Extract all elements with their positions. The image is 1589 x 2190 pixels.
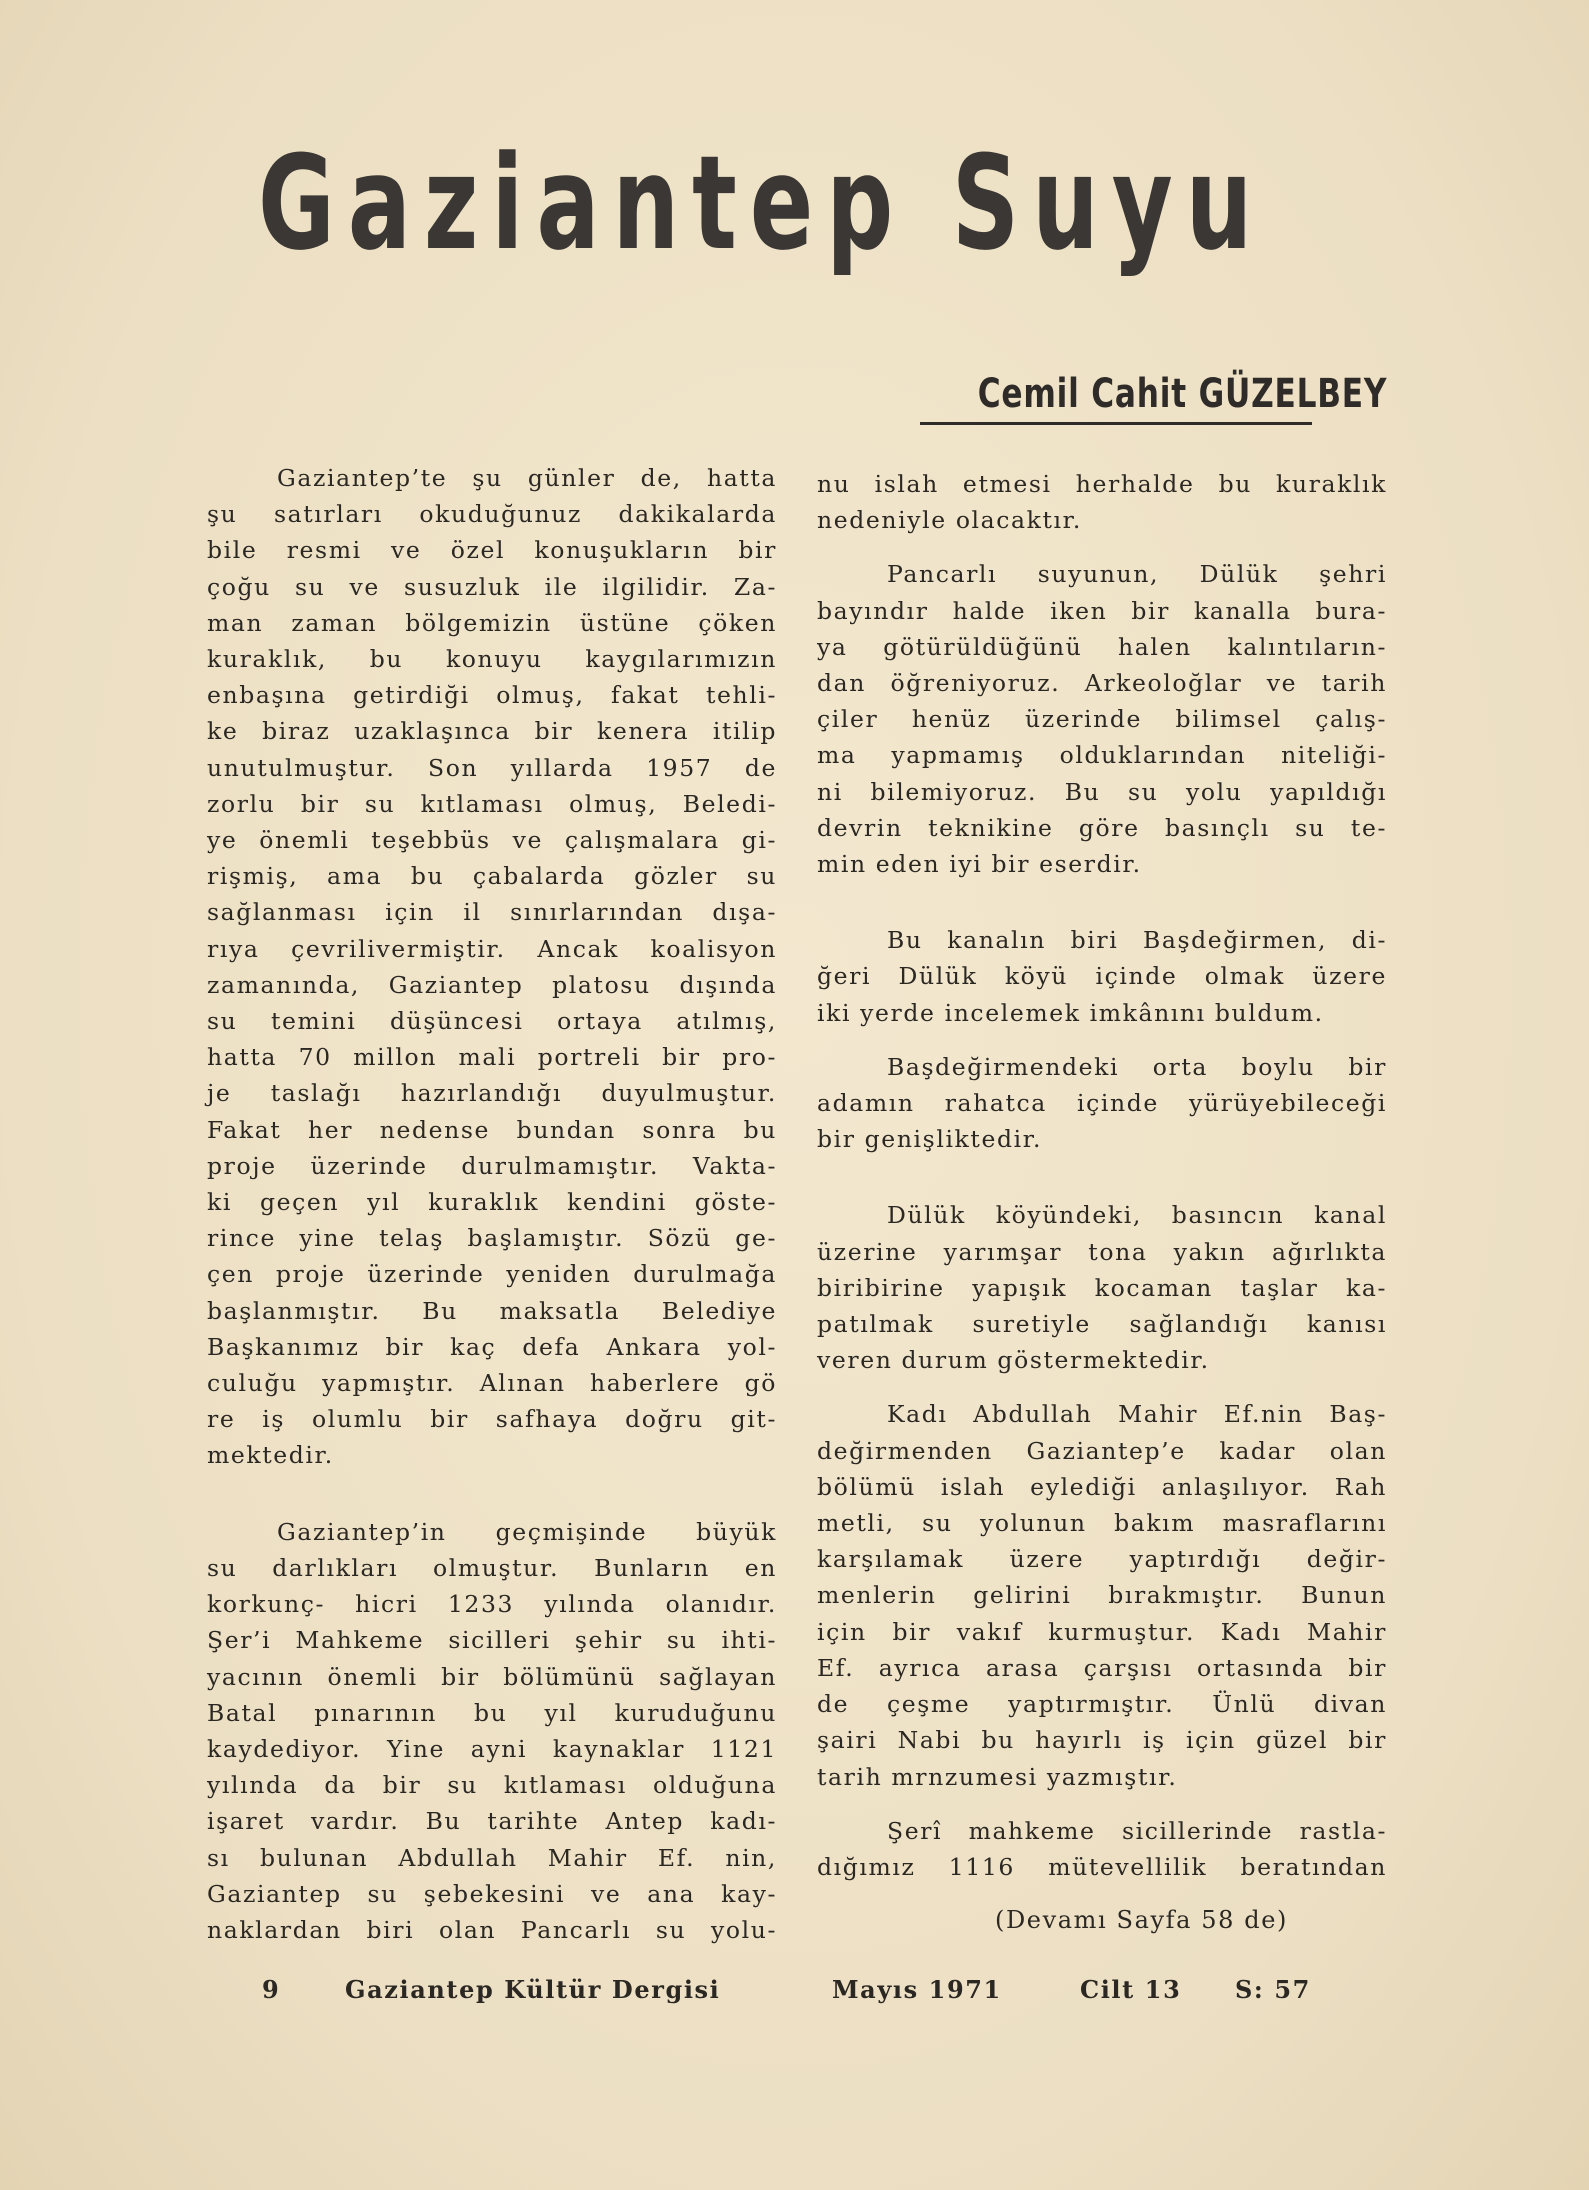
text-line: Batal pınarının bu yıl kuruduğunu: [207, 1698, 777, 1727]
text-line: sağlanması için il sınırlarından dışa-: [207, 898, 777, 927]
text-line: iki yerde incelemek imkânını buldum.: [817, 998, 1324, 1027]
text-line: metli, su yolunun bakım masraflarını: [817, 1509, 1387, 1538]
text-line: ye önemli teşebbüs ve çalışmalara gi-: [207, 826, 777, 855]
text-line: Kadı Abdullah Mahir Ef.nin Baş-: [887, 1400, 1387, 1429]
text-line: ke biraz uzaklaşınca bir kenera itilip: [207, 717, 777, 746]
text-line: dığımız 1116 mütevellilik beratından: [817, 1852, 1387, 1881]
text-line: unutulmuştur. Son yıllarda 1957 de: [207, 753, 777, 782]
text-line: çiler henüz üzerinde bilimsel çalış-: [817, 705, 1387, 734]
text-line: veren durum göstermektedir.: [817, 1346, 1210, 1375]
text-line: çoğu su ve susuzluk ile ilgilidir. Za-: [207, 572, 777, 601]
text-line: Başkanımız bir kaç defa Ankara yol-: [207, 1332, 777, 1361]
text-line: mektedir.: [207, 1441, 334, 1470]
text-line: Şer’i Mahkeme sicilleri şehir su ihti-: [207, 1626, 777, 1655]
continued-note: (Devamı Sayfa 58 de): [995, 1906, 1288, 1934]
text-line: patılmak suretiyle sağlandığı kanısı: [817, 1310, 1387, 1339]
text-line: rıya çevrilivermiştir. Ancak koalisyon: [207, 934, 777, 963]
text-line: Gaziantep’te şu günler de, hatta: [277, 464, 777, 492]
text-line: işaret vardır. Bu tarihte Antep kadı-: [207, 1807, 777, 1836]
text-line: re iş olumlu bir safhaya doğru git-: [207, 1405, 777, 1434]
paragraph-gap: [817, 538, 1387, 556]
text-line: Pancarlı suyunun, Dülük şehri: [887, 560, 1387, 589]
text-line: ki geçen yıl kuraklık kendini göste-: [207, 1188, 777, 1217]
text-line: kuraklık, bu konuyu kaygılarımızın: [207, 645, 777, 674]
text-line: culuğu yapmıştır. Alınan haberlere gö: [207, 1369, 777, 1398]
text-line: Gaziantep’in geçmişinde büyük: [277, 1517, 777, 1546]
text-line: üzerine yarımşar tona yakın ağırlıkta: [817, 1237, 1387, 1266]
text-line: yılında da bir su kıtlaması olduğuna: [207, 1771, 777, 1800]
paragraph-gap: [817, 1031, 1387, 1049]
text-line: je taslağı hazırlandığı duyulmuştur.: [207, 1079, 777, 1108]
text-line: karşılamak üzere yaptırdığı değir-: [817, 1545, 1387, 1574]
paragraph-gap: [207, 1474, 777, 1514]
text-line: enbaşına getirdiği olmuş, fakat tehli-: [207, 681, 777, 710]
text-line: menlerin gelirini bırakmıştır. Bunun: [817, 1581, 1387, 1610]
article-author: [920, 368, 1388, 425]
author-name: Cemil Cahit GÜZELBEY: [977, 371, 1388, 417]
text-line: Fakat her nedense bundan sonra bu: [207, 1115, 777, 1144]
text-line: tarih mrnzumesi yazmıştır.: [817, 1762, 1178, 1791]
text-line: ni bilemiyoruz. Bu su yolu yapıldığı: [817, 777, 1387, 806]
text-line: proje üzerinde durulmamıştır. Vakta-: [207, 1151, 777, 1180]
text-line: dan öğreniyoruz. Arkeoloğlar ve tarih: [817, 669, 1387, 698]
text-line: bile resmi ve özel konuşukların bir: [207, 536, 777, 565]
text-line: nedeniyle olacaktır.: [817, 506, 1082, 535]
text-line: şairi Nabi bu hayırlı iş için güzel bir: [817, 1726, 1387, 1755]
right-text-column: [817, 466, 1387, 1885]
text-line: su darlıkları olmuştur. Bunların en: [207, 1553, 777, 1582]
left-text-column: [207, 460, 777, 1948]
text-line: min eden iyi bir eserdir.: [817, 850, 1142, 879]
text-line: Başdeğirmendeki orta boylu bir: [887, 1052, 1387, 1081]
text-line: şu satırları okuduğunuz dakikalarda: [207, 500, 777, 529]
text-line: sı bulunan Abdullah Mahir Ef. nin,: [207, 1843, 777, 1872]
text-line: adamın rahatca içinde yürüyebileceği: [817, 1089, 1387, 1118]
article-title: Gaziantep Suyu: [258, 127, 1266, 279]
footer-date: Mayıs 1971: [832, 1975, 1002, 2004]
paragraph-gap: [817, 1157, 1387, 1197]
text-line: naklardan biri olan Pancarlı su yolu-: [207, 1915, 777, 1944]
paragraph-gap: [817, 1378, 1387, 1396]
text-line: değirmenden Gaziantep’e kadar olan: [817, 1436, 1387, 1465]
text-line: başlanmıştır. Bu maksatla Belediye: [207, 1296, 777, 1325]
text-line: korkunç- hicri 1233 yılında olanıdır.: [207, 1590, 777, 1619]
text-line: için bir vakıf kurmuştur. Kadı Mahir: [817, 1617, 1387, 1646]
text-line: su temini düşüncesi ortaya atılmış,: [207, 1007, 777, 1036]
text-line: zorlu bir su kıtlaması olmuş, Beledi-: [207, 789, 777, 818]
text-line: ya götürüldüğünü halen kalıntıların-: [817, 632, 1387, 661]
text-line: man zaman bölgemizin üstüne çöken: [207, 608, 777, 637]
text-line: rince yine telaş başlamıştır. Sözü ge-: [207, 1224, 777, 1253]
text-line: kaydediyor. Yine ayni kaynaklar 1121: [207, 1734, 777, 1763]
text-line: nu islah etmesi herhalde bu kuraklık: [817, 470, 1387, 498]
text-line: hatta 70 millon mali portreli bir pro-: [207, 1043, 777, 1072]
text-line: zamanında, Gaziantep platosu dışında: [207, 970, 777, 999]
text-line: bir genişliktedir.: [817, 1125, 1043, 1154]
text-line: bayındır halde iken bir kanalla bura-: [817, 596, 1387, 625]
text-line: devrin teknikine göre basınçlı su te-: [817, 813, 1387, 842]
footer-journal-name: Gaziantep Kültür Dergisi: [345, 1975, 721, 2004]
footer-issue: S: 57: [1235, 1975, 1311, 2004]
footer-page-number: 9: [262, 1975, 281, 2004]
text-line: Ef. ayrıca arasa çarşısı ortasında bir: [817, 1653, 1387, 1682]
paragraph-gap: [817, 882, 1387, 922]
text-line: bölümü islah eylediği anlaşılıyor. Rah: [817, 1472, 1387, 1501]
text-line: biribirine yapışık kocaman taşlar ka-: [817, 1273, 1387, 1302]
text-line: çen proje üzerinde yeniden durulmağa: [207, 1260, 777, 1289]
footer-volume: Cilt 13: [1080, 1975, 1182, 2004]
text-line: de çeşme yaptırmıştır. Ünlü divan: [817, 1690, 1387, 1719]
paragraph-gap: [817, 1795, 1387, 1813]
text-line: Bu kanalın biri Başdeğirmen, di-: [887, 926, 1387, 955]
text-line: ma yapmamış olduklarından niteliği-: [817, 741, 1387, 770]
text-line: Gaziantep su şebekesini ve ana kay-: [207, 1879, 777, 1908]
text-line: yacının önemli bir bölümünü sağlayan: [207, 1662, 777, 1691]
text-line: Dülük köyündeki, basıncın kanal: [887, 1201, 1387, 1230]
text-line: ğeri Dülük köyü içinde olmak üzere: [817, 962, 1387, 991]
text-line: rişmiş, ama bu çabalarda gözler su: [207, 862, 777, 891]
text-line: Şerî mahkeme sicillerinde rastla-: [887, 1816, 1387, 1845]
